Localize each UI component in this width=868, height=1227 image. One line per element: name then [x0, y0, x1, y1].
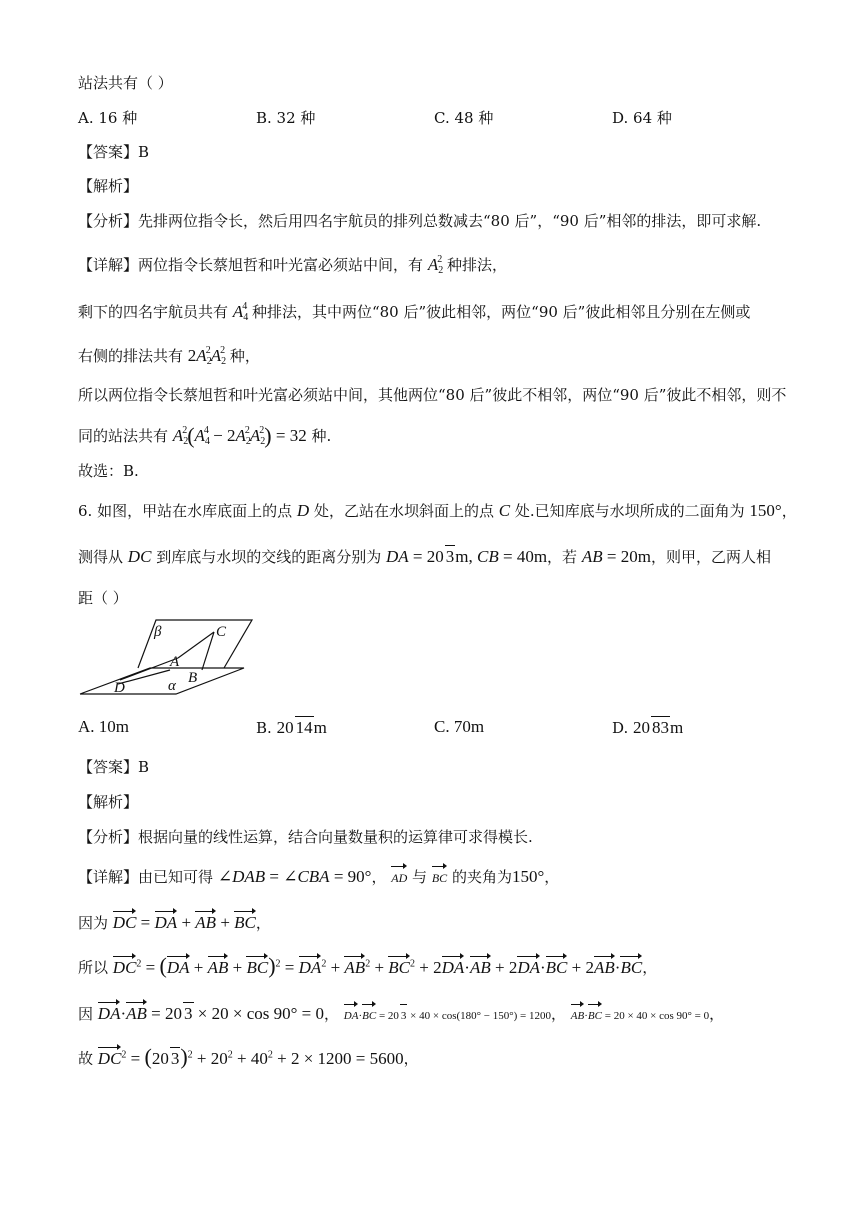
- q5-detail-line-5: [78, 420, 331, 453]
- q5-answer: 【答案】B: [78, 143, 150, 161]
- label-c: C: [216, 624, 227, 640]
- q6-option-b: [256, 716, 327, 739]
- q6-s2-pre: 测得从: [78, 548, 124, 566]
- q6-detail-line-5: 故 $DC^2 = (20$ $3)^2 + 20^2 + 40^2 + 2 \times 1200 = 5600$，: [78, 1043, 419, 1069]
- q6-s1-pre: 6. 如图，甲站在水库底面上的点: [78, 502, 293, 520]
- q6-s1-end: ，: [781, 502, 797, 520]
- q5-detail-line-4: 所以两位指令长蔡旭哲和叶光富必须站中间，其他两位“80 后”彼此不相邻，两位“90 后”彼此不相邻，则不: [78, 386, 787, 404]
- q6-vec-bc: BC: [432, 864, 447, 889]
- q6-stem-line-3: 距（ ）: [78, 589, 128, 607]
- label-b: B: [188, 670, 198, 686]
- q6-option-b-label: B.: [256, 719, 272, 737]
- q6-formula-result: $DC^2 = (20$ $3)^2 + 20^2 + 40^2 + 2 \times 1200 = 5600$: [97, 1043, 404, 1069]
- q6-option-d-value: 20 83m: [633, 718, 684, 737]
- q6-gu: 故: [78, 1049, 94, 1068]
- label-alpha: α: [168, 678, 176, 694]
- q6-formula-dc-squared: $DC^2 = (DA$ + AB + $BC)^2 = DA^2 + AB^2 + BC^2 + 2DA\cdot AB + 2DA\cdot BC + 2AB\cdot BC$: [112, 952, 643, 978]
- q6-x1-pre: 由已知可得: [138, 868, 214, 886]
- q6-option-c: C. 70m: [434, 717, 485, 736]
- q5-formula-final: $A_2^2(A_4^4 - 2A_2^2A_2^2) = 32$: [172, 423, 307, 448]
- q6-s1-mid2: 处.已知库底与水坝所成的二面角为: [514, 502, 745, 520]
- q6-stem-line-2: [78, 545, 771, 568]
- q5-d2-post: 种排法，其中两位“80 后”彼此相邻，两位“90 后”彼此相邻且分别在左侧或: [251, 303, 751, 321]
- q5-analysis-title: 【解析】: [78, 177, 139, 195]
- segment-cb: [202, 632, 214, 670]
- q5-d5-post: 种.: [311, 427, 332, 445]
- q5-formula-2a22a22: $2A_2^2A_2^2$: [187, 345, 227, 367]
- q6-formula-angles: ∠DAB = ∠CBA = 90°: [217, 867, 372, 886]
- q6-s2-end: ，则甲，乙两人相: [650, 548, 771, 566]
- q6-formula-distances: DA = 20 3m, CB = 40m: [386, 547, 548, 566]
- q6-option-b-value: 20 14m: [276, 718, 327, 737]
- q6-x1-end: 的夹角为: [451, 868, 512, 886]
- q6-point-c: C: [498, 501, 511, 520]
- q6-analysis-title: 【解析】: [78, 793, 139, 811]
- q6-s2-mid: 到库底与水坝的交线的距离分别为: [156, 548, 382, 566]
- q5-formula-a22: $A_2^2$: [427, 254, 444, 276]
- q5-d3-pre: 右侧的排法共有: [78, 347, 184, 365]
- q6-vec-ad: AD: [391, 864, 407, 889]
- q5-option-c: C. 48 种: [434, 109, 494, 127]
- label-a: A: [170, 654, 180, 670]
- q6-stem-line-1: [78, 500, 797, 522]
- q5-option-d: D. 64 种: [612, 109, 672, 127]
- label-d: D: [114, 680, 125, 696]
- q6-option-d-label: D.: [612, 719, 629, 737]
- q5-formula-a44: $A_4^4$: [232, 301, 249, 323]
- q6-x1-mid2: 与: [412, 868, 428, 886]
- q6-formula-ab: AB = 20m: [581, 547, 651, 566]
- segment-ac: [178, 632, 214, 658]
- q5-d1-post: 种排法，: [446, 256, 507, 274]
- q5-xiangjie-label: 【详解】: [78, 256, 139, 274]
- dihedral-figure: [78, 614, 258, 698]
- q6-xiangjie-label: 【详解】: [78, 868, 139, 886]
- label-beta: β: [154, 624, 162, 640]
- q6-answer: 【答案】B: [78, 758, 150, 776]
- q6-s2-mid2: ，若: [547, 548, 578, 566]
- q6-formula-da-ab: DA·AB = 20 3 × 20 × cos 90° = 0: [98, 1004, 324, 1023]
- q6-yin: 因: [78, 1005, 94, 1023]
- q6-yinwei: 因为: [78, 914, 109, 932]
- q6-x1-mid: ，: [371, 868, 387, 886]
- q6-detail-line-2: 因为 DC = DA + AB + BC，: [78, 909, 271, 934]
- q5-option-b: B. 32 种: [256, 109, 316, 127]
- q5-d2-pre: 剩下的四名宇航员共有: [78, 303, 229, 321]
- q5-d1-pre: 两位指令长蔡旭哲和叶光富必须站中间，有: [138, 256, 424, 274]
- q6-detail-line-4: 因 DA·AB = 20 3 × 20 × cos 90° = 0， DA·BC = 20 3 × 40 × cos(180° − 150°) = 1200， AB·BC = 20 × 40 × cos 90° = 0，: [78, 1000, 724, 1027]
- q5-fenxi: 【分析】先排两位指令长，然后用四名宇航员的排列总数减去“80 后”，“90 后”相邻的排法，即可求解.: [78, 212, 762, 230]
- q5-d3-post: 种，: [229, 347, 260, 365]
- q6-fenxi: 【分析】根据向量的线性运算，结合向量数量积的运算律可求得模长.: [78, 828, 533, 846]
- q6-suoyi: 所以: [78, 958, 109, 977]
- q5-d5-pre: 同的站法共有: [78, 427, 169, 445]
- q6-option-a: A. 10m: [78, 717, 129, 736]
- q6-formula-dc-sum: DC = DA + AB + BC: [113, 913, 256, 932]
- q6-detail-line-3: 所以 $DC^2 = (DA$ + AB + $BC)^2 = DA^2 + AB^2 + BC^2 + 2DA\cdot AB + 2DA\cdot BC + 2AB\cdot BC$，: [78, 952, 658, 978]
- q6-angle-150b: 150°: [511, 867, 545, 886]
- q5-detail-line-2: [78, 296, 750, 329]
- q5-detail-line-1: [78, 249, 507, 282]
- q5-option-a: A. 16 种: [78, 109, 138, 127]
- q6-formula-da-bc: DA·BC = 20 3 × 40 × cos(180° − 150°) = 1200: [344, 1010, 551, 1022]
- q6-angle-150: 150°: [749, 501, 782, 520]
- q6-dc: DC: [127, 547, 152, 566]
- q5-stem-tail: 站法共有（ ）: [78, 74, 173, 92]
- q6-s1-mid1: 处，乙站在水坝斜面上的点: [313, 502, 494, 520]
- q6-option-d: [612, 716, 683, 739]
- q6-detail-line-1: 【详解】由已知可得 ∠DAB = ∠CBA = 90°， AD 与 BC 的夹角为150°，: [78, 864, 559, 889]
- q5-detail-line-3: [78, 340, 260, 373]
- q6-formula-ab-bc: AB·BC = 20 × 40 × cos 90° = 0: [571, 1010, 709, 1022]
- q6-point-d: D: [296, 501, 310, 520]
- q5-conclusion: 故选：B.: [78, 462, 139, 480]
